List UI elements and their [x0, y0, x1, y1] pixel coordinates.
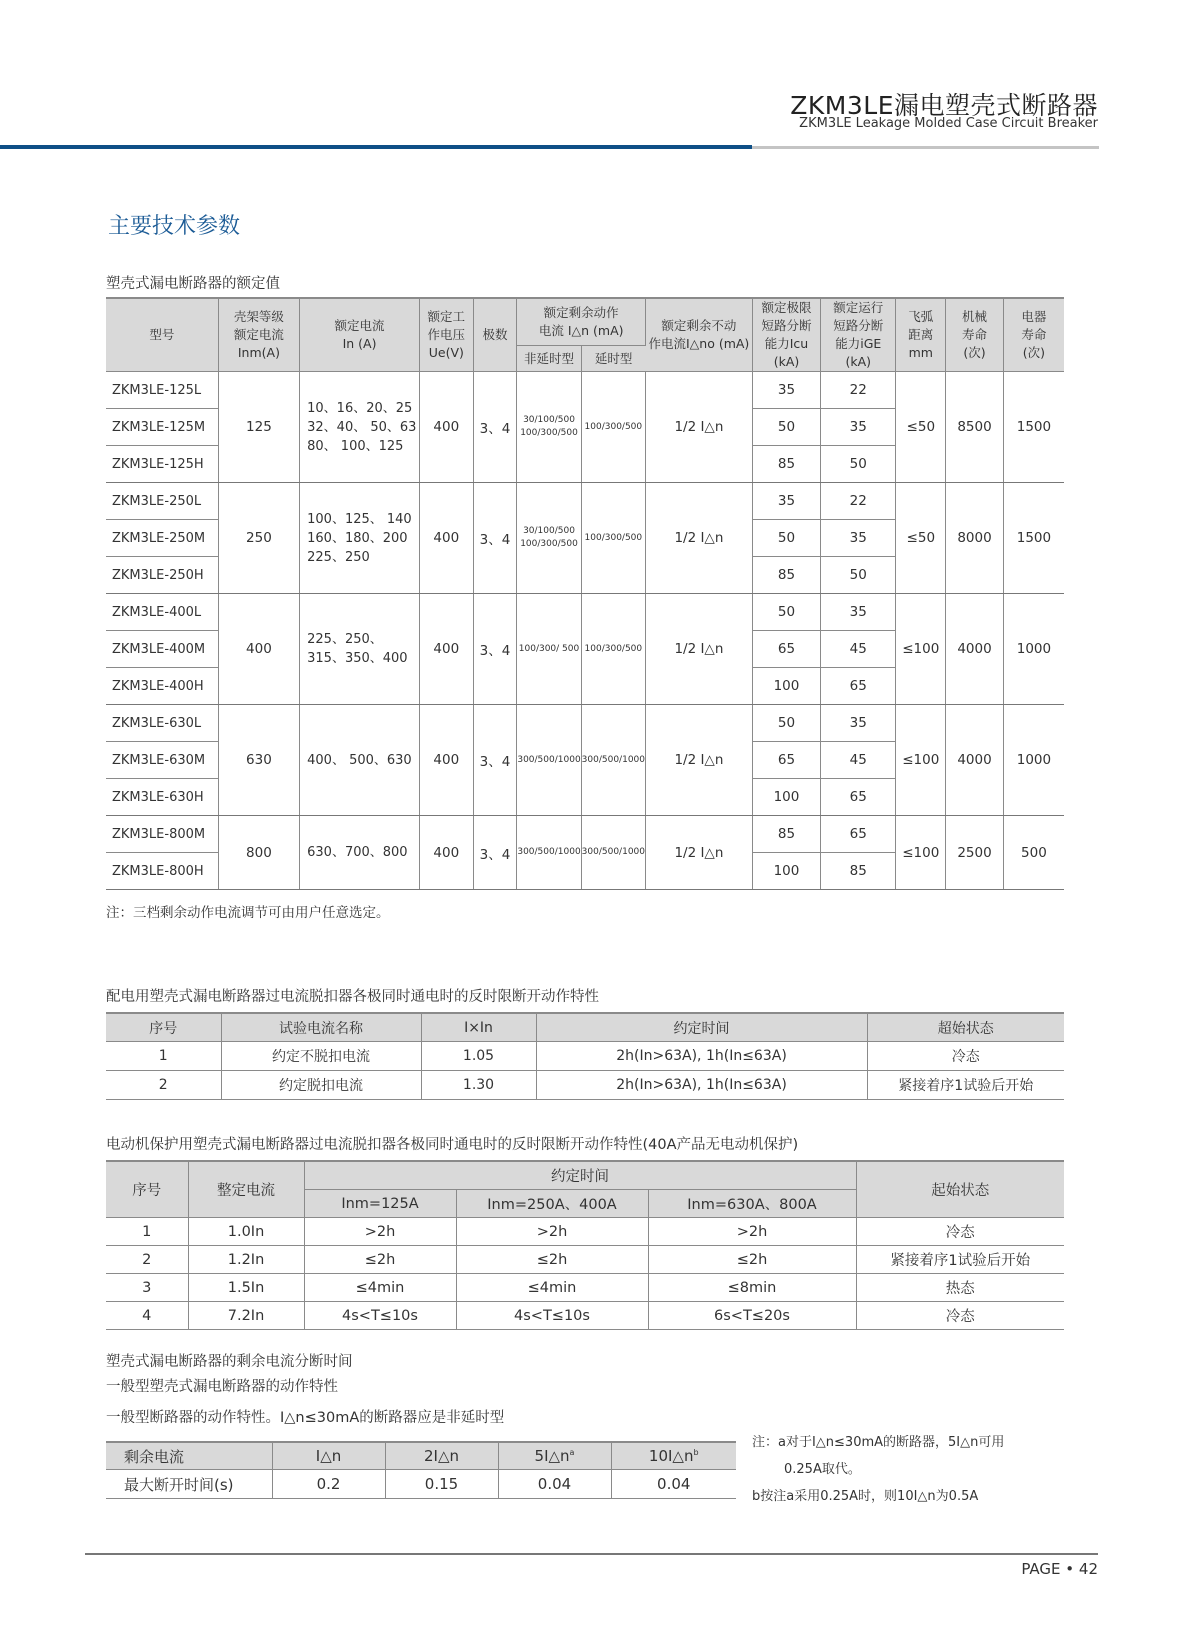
nondelay-line: 100/300/ 500: [518, 643, 580, 654]
current-cell: [300, 594, 420, 705]
nondelay-line: 100/300/500: [520, 539, 578, 549]
cell: 6s<T≤20s: [648, 1302, 856, 1330]
current-cell: [300, 483, 420, 594]
current-line: 225、250: [307, 549, 370, 565]
cell: 冷态: [856, 1302, 1064, 1330]
col-state: 超始状态: [867, 1013, 1064, 1042]
arc-cell: ≤100: [896, 816, 946, 890]
current-cell: [300, 816, 420, 890]
col-2idn: 2I△n: [385, 1442, 498, 1470]
header-rule-blue: [0, 145, 752, 149]
col-residual-current: 剩余电流: [106, 1442, 272, 1470]
col-residual: 额定剩余动作 电流 I△n (mA): [517, 298, 646, 346]
cell: 0.04: [498, 1470, 611, 1499]
poles-cell: 3、4: [473, 705, 517, 816]
model-cell: ZKM3LE-125L: [106, 372, 218, 409]
icu-cell: 50: [752, 705, 820, 742]
nonop-cell: 1/2 I△n: [646, 705, 753, 816]
nonop-cell: 1/2 I△n: [646, 483, 753, 594]
ics-cell: 35: [821, 594, 896, 631]
table-row: [106, 372, 1064, 409]
page-number: PAGE • 42: [1021, 1560, 1098, 1578]
arc-cell: ≤50: [896, 483, 946, 594]
poles-cell: 3、4: [473, 816, 517, 890]
nondelay-line: 300/500/1000: [517, 754, 581, 765]
col-arc: 飞弧 距离 mm: [896, 298, 946, 372]
cell: 1.05: [421, 1042, 536, 1071]
col-inm-125: Inm=125A: [304, 1190, 456, 1218]
cell: 0.04: [611, 1470, 736, 1499]
col-setting: 整定电流: [188, 1161, 304, 1218]
nondelay-cell: [517, 372, 581, 483]
cell: 4s<T≤10s: [304, 1302, 456, 1330]
col-nondelay: 非延时型: [517, 346, 581, 372]
model-cell: ZKM3LE-400H: [106, 668, 218, 705]
cell: 1: [106, 1042, 221, 1071]
cell: 4: [106, 1302, 188, 1330]
model-cell: ZKM3LE-800M: [106, 816, 218, 853]
cell: ≤4min: [304, 1274, 456, 1302]
model-cell: ZKM3LE-630L: [106, 705, 218, 742]
nondelay-cell: [517, 705, 581, 816]
rated-values-table: [106, 297, 1064, 890]
residual-caption-3: 一般型断路器的动作特性。I△n≤30mA的断路器应是非延时型: [106, 1410, 505, 1426]
cell: 2h(In>63A), 1h(In≤63A): [536, 1042, 867, 1071]
col-no: 序号: [106, 1161, 188, 1218]
cell: 0.2: [272, 1470, 385, 1499]
voltage-cell: 400: [419, 372, 473, 483]
icu-cell: 100: [752, 853, 820, 890]
current-line: 160、180、200: [307, 530, 408, 546]
col-idn: I△n: [272, 1442, 385, 1470]
delay-cell: 100/300/500: [581, 483, 645, 594]
cell: 紧接着序1试验后开始: [856, 1246, 1064, 1274]
residual-note-a: 注：a对于I△n≤30mA的断路器，5I△n可用: [752, 1435, 1005, 1450]
ics-cell: 50: [821, 557, 896, 594]
cell: 约定不脱扣电流: [221, 1042, 421, 1071]
ics-cell: 65: [821, 779, 896, 816]
mech-cell: 4000: [946, 594, 1004, 705]
table-row: [106, 1071, 1064, 1100]
icu-cell: 100: [752, 668, 820, 705]
col-current: 额定电流 In (A): [300, 298, 420, 372]
cell: 冷态: [856, 1218, 1064, 1246]
current-line: 630、700、800: [307, 845, 408, 860]
col-state: 起始状态: [856, 1161, 1064, 1218]
cell: 0.15: [385, 1470, 498, 1499]
icu-cell: 50: [752, 409, 820, 446]
rated-table-note: 注：三档剩余动作电流调节可由用户任意选定。: [106, 905, 390, 921]
frame-cell: 250: [218, 483, 299, 594]
current-cell: [300, 372, 420, 483]
model-cell: ZKM3LE-630H: [106, 779, 218, 816]
ics-cell: 22: [821, 483, 896, 520]
col-model: 型号: [106, 298, 218, 372]
nonop-cell: 1/2 I△n: [646, 594, 753, 705]
model-cell: ZKM3LE-250H: [106, 557, 218, 594]
footer-rule: [85, 1553, 1098, 1555]
nondelay-cell: [517, 816, 581, 890]
nondelay-line: 30/100/500: [523, 526, 575, 536]
frame-cell: 800: [218, 816, 299, 890]
icu-cell: 35: [752, 372, 820, 409]
table-row: [106, 594, 1064, 631]
voltage-cell: 400: [419, 594, 473, 705]
cell: 1.0In: [188, 1218, 304, 1246]
model-cell: ZKM3LE-400M: [106, 631, 218, 668]
section-title: 主要技术参数: [108, 214, 241, 239]
voltage-cell: 400: [419, 705, 473, 816]
icu-cell: 50: [752, 594, 820, 631]
delay-cell: 100/300/500: [581, 594, 645, 705]
residual-caption-2: 一般型塑壳式漏电断路器的动作特性: [106, 1379, 338, 1395]
residual-caption-1: 塑壳式漏电断路器的剩余电流分断时间: [106, 1354, 353, 1370]
table-row: [106, 1302, 1064, 1330]
cell: >2h: [304, 1218, 456, 1246]
cell: 2: [106, 1071, 221, 1100]
elec-cell: 500: [1003, 816, 1064, 890]
icu-cell: 65: [752, 742, 820, 779]
col-delay: 延时型: [581, 346, 645, 372]
current-line: 32、40、 50、63: [307, 419, 417, 435]
cell: 热态: [856, 1274, 1064, 1302]
delay-cell: 300/500/1000: [581, 705, 645, 816]
cell: >2h: [456, 1218, 648, 1246]
distribution-characteristics-table: [106, 1012, 1064, 1100]
col-ics: 额定运行 短路分断 能力iGE (kA): [821, 298, 896, 372]
mech-cell: 4000: [946, 705, 1004, 816]
residual-note-a-cont: 0.25A取代。: [784, 1462, 861, 1477]
model-cell: ZKM3LE-125H: [106, 446, 218, 483]
ics-cell: 45: [821, 742, 896, 779]
arc-cell: ≤100: [896, 594, 946, 705]
cell: 4s<T≤10s: [456, 1302, 648, 1330]
current-line: 100、125、 140: [307, 511, 412, 527]
icu-cell: 85: [752, 816, 820, 853]
table-row: [106, 816, 1064, 853]
current-cell: [300, 705, 420, 816]
nondelay-cell: [517, 594, 581, 705]
col-mech: 机械 寿命 (次): [946, 298, 1004, 372]
poles-cell: 3、4: [473, 594, 517, 705]
col-time: 约定时间: [304, 1161, 856, 1190]
icu-cell: 50: [752, 520, 820, 557]
cell: 1.2In: [188, 1246, 304, 1274]
cell: ≤2h: [456, 1246, 648, 1274]
nondelay-line: 30/100/500: [523, 415, 575, 425]
row-label: 最大断开时间(s): [106, 1470, 272, 1499]
elec-cell: 1000: [1003, 705, 1064, 816]
header-title: ZKM3LE漏电塑壳式断路器: [790, 91, 1098, 120]
col-inm-250-400: Inm=250A、400A: [456, 1190, 648, 1218]
ics-cell: 45: [821, 631, 896, 668]
ics-cell: 50: [821, 446, 896, 483]
col-elec: 电器 寿命 (次): [1003, 298, 1064, 372]
col-test-current: 试验电流名称: [221, 1013, 421, 1042]
mech-cell: 8000: [946, 483, 1004, 594]
nonop-cell: 1/2 I△n: [646, 372, 753, 483]
cell: 3: [106, 1274, 188, 1302]
col-inm-630-800: Inm=630A、800A: [648, 1190, 856, 1218]
col-ixin: I×In: [421, 1013, 536, 1042]
arc-cell: ≤50: [896, 372, 946, 483]
distribution-table-caption: 配电用塑壳式漏电断路器过电流脱扣器各极同时通电时的反时限断开动作特性: [106, 989, 599, 1005]
cell: >2h: [648, 1218, 856, 1246]
frame-cell: 400: [218, 594, 299, 705]
delay-cell: 300/500/1000: [581, 816, 645, 890]
table-row: [106, 1274, 1064, 1302]
cell: 7.2In: [188, 1302, 304, 1330]
icu-cell: 85: [752, 446, 820, 483]
ics-cell: 22: [821, 372, 896, 409]
residual-note-b: b按注a采用0.25A时，则10I△n为0.5A: [752, 1489, 979, 1504]
current-line: 80、 100、125: [307, 438, 404, 454]
elec-cell: 1500: [1003, 483, 1064, 594]
cell: ≤4min: [456, 1274, 648, 1302]
nondelay-line: 100/300/500: [520, 428, 578, 438]
cell: 2: [106, 1246, 188, 1274]
frame-cell: 630: [218, 705, 299, 816]
current-line: 400、 500、630: [307, 752, 412, 768]
delay-cell: 100/300/500: [581, 372, 645, 483]
model-cell: ZKM3LE-250L: [106, 483, 218, 520]
cell: ≤2h: [648, 1246, 856, 1274]
table-row: [106, 1042, 1064, 1071]
model-cell: ZKM3LE-125M: [106, 409, 218, 446]
arc-cell: ≤100: [896, 705, 946, 816]
ics-cell: 35: [821, 409, 896, 446]
nondelay-line: 300/500/1000: [517, 847, 581, 857]
cell: 1.5In: [188, 1274, 304, 1302]
col-10idn: $10I\triangle n^b$: [611, 1442, 736, 1470]
icu-cell: 100: [752, 779, 820, 816]
table-row: [106, 705, 1064, 742]
ics-cell: 65: [821, 668, 896, 705]
col-time: 约定时间: [536, 1013, 867, 1042]
col-frame: 壳架等级 额定电流 Inm(A): [218, 298, 299, 372]
motor-table-caption: 电动机保护用塑壳式漏电断路器过电流脱扣器各极同时通电时的反时限断开动作特性(40A产品无电动机保护): [106, 1137, 799, 1153]
frame-cell: 125: [218, 372, 299, 483]
table-row: [106, 1470, 736, 1499]
current-line: 225、250、: [307, 632, 383, 647]
residual-breaking-time-table: [106, 1441, 736, 1499]
cell: 2h(In>63A), 1h(In≤63A): [536, 1071, 867, 1100]
poles-cell: 3、4: [473, 372, 517, 483]
header-subtitle: ZKM3LE Leakage Molded Case Circuit Breaker: [799, 116, 1098, 131]
elec-cell: 1000: [1003, 594, 1064, 705]
icu-cell: 85: [752, 557, 820, 594]
motor-characteristics-table: [106, 1160, 1064, 1330]
col-5idn: $5I\triangle n^a$: [498, 1442, 611, 1470]
cell: ≤8min: [648, 1274, 856, 1302]
voltage-cell: 400: [419, 816, 473, 890]
rated-table-caption: 塑壳式漏电断路器的额定值: [106, 276, 280, 292]
poles-cell: 3、4: [473, 483, 517, 594]
ics-cell: 35: [821, 705, 896, 742]
table-row: [106, 483, 1064, 520]
ics-cell: 85: [821, 853, 896, 890]
ics-cell: 35: [821, 520, 896, 557]
table-row: [106, 1218, 1064, 1246]
col-no: 序号: [106, 1013, 221, 1042]
nondelay-cell: [517, 483, 581, 594]
col-voltage: 额定工 作电压 Ue(V): [419, 298, 473, 372]
model-cell: ZKM3LE-630M: [106, 742, 218, 779]
model-cell: ZKM3LE-250M: [106, 520, 218, 557]
ics-cell: 65: [821, 816, 896, 853]
col-nonop: 额定剩余不动 作电流I△no (mA): [646, 298, 753, 372]
voltage-cell: 400: [419, 483, 473, 594]
current-line: 10、16、20、25: [307, 400, 413, 416]
model-cell: ZKM3LE-800H: [106, 853, 218, 890]
cell: 约定脱扣电流: [221, 1071, 421, 1100]
icu-cell: 35: [752, 483, 820, 520]
cell: 1.30: [421, 1071, 536, 1100]
mech-cell: 2500: [946, 816, 1004, 890]
table-row: [106, 1246, 1064, 1274]
cell: 冷态: [867, 1042, 1064, 1071]
cell: 紧接着序1试验后开始: [867, 1071, 1064, 1100]
icu-cell: 65: [752, 631, 820, 668]
mech-cell: 8500: [946, 372, 1004, 483]
elec-cell: 1500: [1003, 372, 1064, 483]
header-rule-gray: [752, 146, 1099, 149]
cell: ≤2h: [304, 1246, 456, 1274]
col-icu: 额定极限 短路分断 能力Icu (kA): [752, 298, 820, 372]
col-poles: 极数: [473, 298, 517, 372]
current-line: 315、350、400: [307, 651, 408, 666]
nonop-cell: 1/2 I△n: [646, 816, 753, 890]
cell: 1: [106, 1218, 188, 1246]
model-cell: ZKM3LE-400L: [106, 594, 218, 631]
